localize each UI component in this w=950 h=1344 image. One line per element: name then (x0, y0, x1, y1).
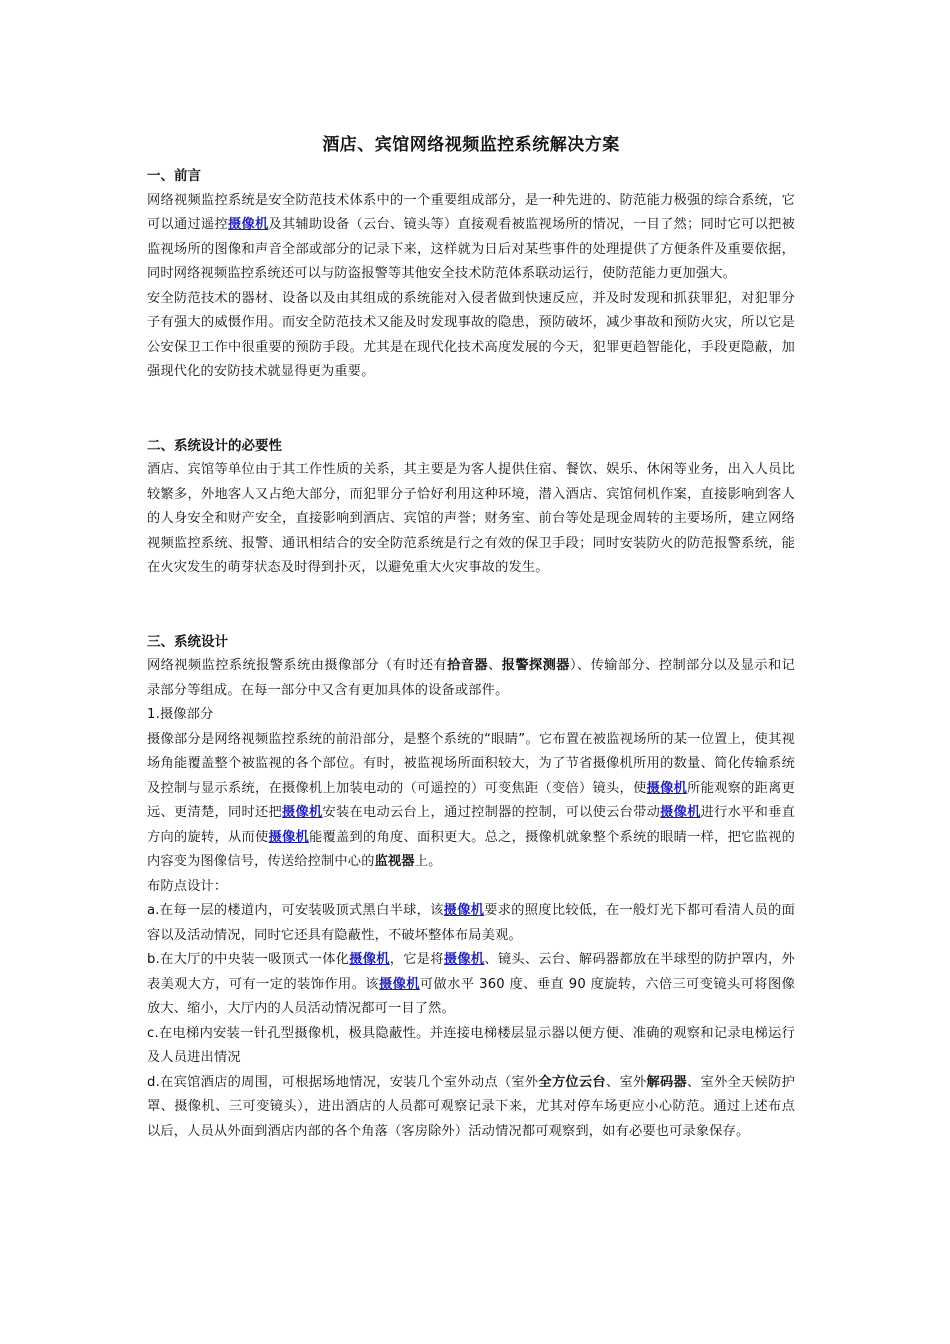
camera-link[interactable]: 摄像机 (660, 805, 701, 820)
text-run: 安装在电动云台上，通过控制器的控制，可以使云台带动 (322, 805, 661, 820)
section-preface (147, 164, 795, 385)
camera-link[interactable]: 摄像机 (443, 952, 485, 967)
text-run: c.在电梯内安装一针孔型摄像机，极具隐蔽性。并连接电梯楼层显示器以便方便、准确的观察和记录电梯运行及人员进出情况 (147, 1025, 795, 1065)
section-heading: 三、系统设计 (147, 633, 228, 650)
paragraph (147, 654, 795, 703)
text-run: 安全防范技术的器材、设备以及由其组成的系统能对入侵者做到快速反应，并及时发现和抓获罪犯，对犯罪分子有强大的威慑作用。而安全防范技术又能及时发现事故的隐患，预防破坏，减少事故和预防火灾，所以它是公安保卫工作中很重要的预防手段。尤其是在现代化技术高度发展的今天，犯罪更趋智能化，手段更隐蔽，加强现代化的安防技术就显得更为重要。 (147, 290, 795, 379)
text-run: 进行水平和垂直方向的旋转，从而使 (147, 805, 796, 845)
document-title: 酒店、宾馆网络视频监控系统解决方案 (322, 135, 620, 155)
section-spacer (147, 385, 795, 434)
paragraph (147, 458, 795, 581)
section-heading: 二、系统设计的必要性 (147, 437, 282, 454)
camera-link[interactable]: 摄像机 (646, 780, 688, 796)
section-heading: 一、前言 (147, 168, 201, 184)
section-spacer (147, 581, 795, 630)
section-necessity (147, 434, 795, 581)
text-run: 摄像部分是网络视频监控系统的前沿部分，是整个系统的“眼睛”。它布置在被监视场所的某一位置上，使其视场角能覆盖整个被监视的各个部位。有时，被监视场所面积较大，为了节省摄像机所用的数量、简化传输系统及控制与显示系统，在摄像机上加装电动的（可遥控的）可变焦距（变倍）镜头，使 (147, 731, 795, 796)
text-run: b.在大厅的中央装一吸顶式一体化 (147, 952, 350, 967)
text-run: ，它是将 (389, 952, 444, 967)
bold-term: 拾音器 (447, 658, 489, 673)
text-run: 所能观察的距离更远、更清楚，同时还把 (147, 780, 795, 820)
text-run: 网络视频监控系统报警系统由摄像部分（有时还有 (147, 658, 448, 673)
camera-link[interactable]: 摄像机 (443, 903, 485, 918)
text-run: 、室外全天候防护罩、摄像机、三可变镜头），进出酒店的人员都可观察记录下来，尤其对停车场更应小心防范。通过上述布点以后，人员从外面到酒店内部的各个角落（客房除外）活动情况都可观察到，如有必要也可录象保存。 (147, 1074, 796, 1139)
bold-term: 全方位云台 (538, 1074, 606, 1090)
text-run: 上。 (414, 854, 442, 869)
camera-link[interactable]: 摄像机 (282, 805, 323, 820)
subheading-deployment (147, 875, 795, 900)
text-run: a.在每一层的楼道内，可安装吸顶式黑白半球，该 (147, 903, 444, 918)
text-run: 1.摄像部分 (147, 707, 214, 722)
subheading-camera (147, 703, 795, 728)
text-run: 及其辅助设备（云台、镜头等）直接观看被监视场所的情况，一目了然；同时它可以把被监视场所的图像和声音全部或部分的记录下来，这样就为日后对某些事件的处理提供了方便条件及重要依据，同时网络视频监控系统还可以与防盗报警等其他安全技术防范体系联动运行，使防范能力更加强大。 (147, 217, 795, 281)
paragraph (147, 287, 795, 385)
text-run: 酒店、宾馆等单位由于其工作性质的关系，其主要是为客人提供住宿、餐饮、娱乐、休闲等业务，出入人员比较繁多，外地客人又占绝大部分，而犯罪分子恰好利用这种环境，潜入酒店、宾馆伺机作案，直接影响到客人的人身安全和财产安全，直接影响到酒店、宾馆的声誉；财务室、前台等处是现金周转的主要场所，建立网络视频监控系统、报警、通讯相结合的安全防范系统是行之有效的保卫手段；同时安装防火的防范报警系统，能在火灾发生的萌芽状态及时得到扑灭，以避免重大火灾事故的发生。 (147, 462, 795, 575)
text-run: 、 (488, 658, 502, 673)
camera-link[interactable]: 摄像机 (349, 952, 390, 967)
text-run: 要求的照度比较低，在一般灯光下都可看清人员的面容以及活动情况，同时它还具有隐蔽性，不破坏整体布局美观。 (147, 903, 795, 943)
camera-link[interactable]: 摄像机 (228, 217, 269, 232)
text-run: ）、传输部分、控制部分以及显示和记录部分等组成。在每一部分中又含有更加具体的设备或部件。 (147, 658, 796, 698)
list-item (147, 1071, 795, 1145)
text-run: 、镜头、云台、解码器都放在半球型的防护罩内，外表美观大方，可有一定的装饰作用。该 (147, 952, 795, 992)
list-item (147, 899, 795, 948)
paragraph (147, 189, 795, 287)
text-run: 网络视频监控系统是安全防范技术体系中的一个重要组成部分，是一种先进的、防范能力极强的综合系统，它可以通过遥控 (147, 192, 795, 232)
text-run: 可做水平 360 度、垂直 90 度旋转，六倍三可变镜头可将图像放大、缩小，大厅内的人员活动情况都可一目了然。 (147, 976, 795, 1016)
bold-term: 解码器 (646, 1074, 688, 1090)
camera-link[interactable]: 摄像机 (268, 829, 310, 845)
list-item (147, 1022, 795, 1071)
bold-term: 报警探测器 (501, 658, 570, 673)
bold-term: 监视器 (374, 854, 415, 869)
text-run: 布防点设计： (147, 878, 228, 894)
paragraph (147, 728, 795, 875)
text-run: 、室外 (605, 1074, 647, 1090)
section-system-design (147, 630, 795, 1145)
camera-link[interactable]: 摄像机 (378, 976, 420, 992)
text-run: d.在宾馆酒店的周围，可根据场地情况，安装几个室外动点（室外 (147, 1074, 539, 1090)
document-page (147, 132, 795, 1144)
text-run: 能覆盖到的角度、面积更大。总之，摄像机就象整个系统的眼睛一样，把它监视的内容变为图像信号，传送给控制中心的 (147, 829, 795, 869)
list-item (147, 948, 795, 1022)
